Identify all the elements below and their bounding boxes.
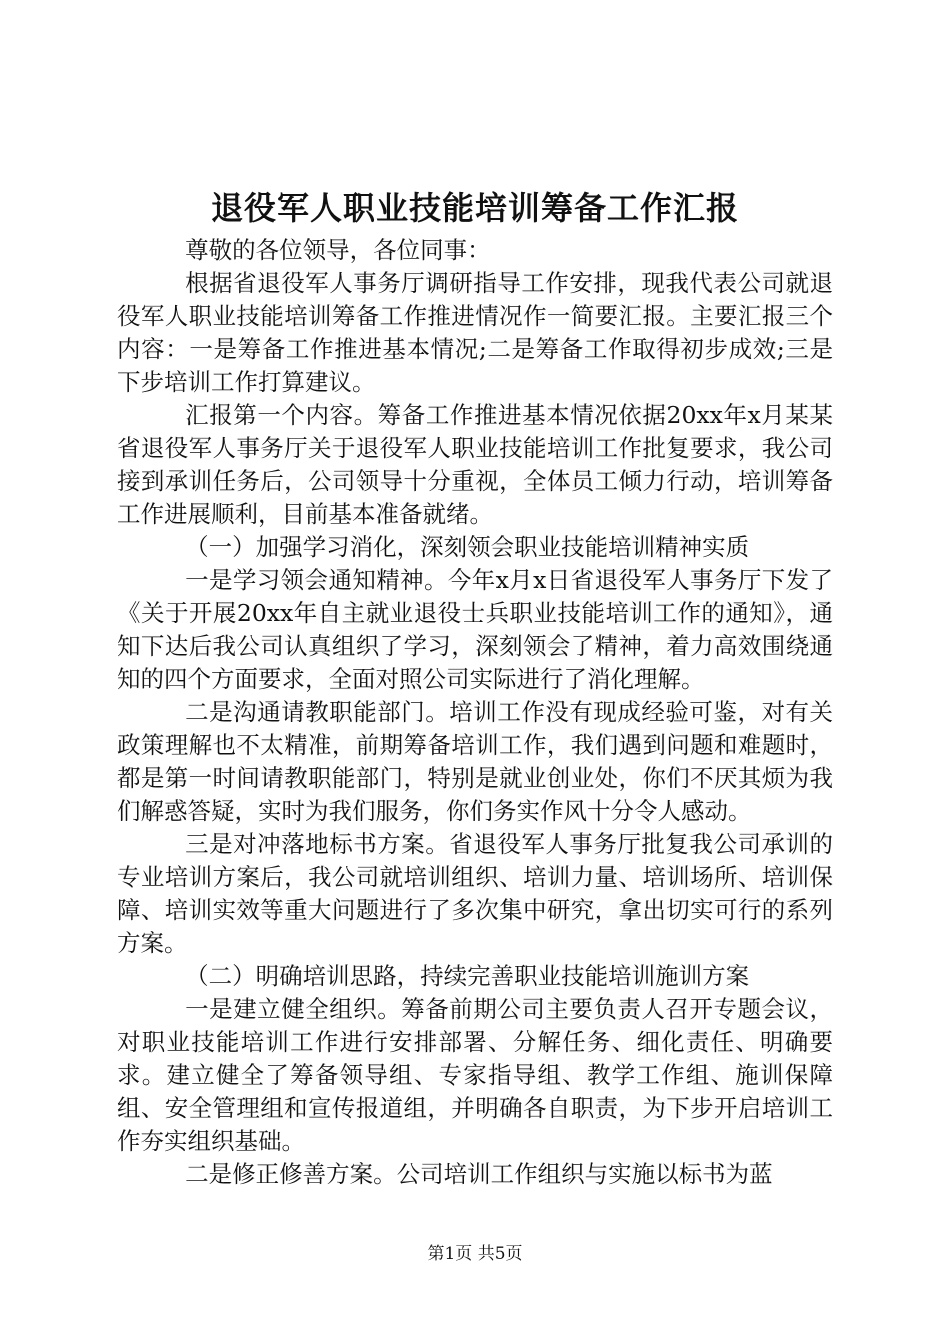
body-paragraph: 二是沟通请教职能部门。培训工作没有现成经验可鉴，对有关政策理解也不太精准，前期筹备培训工作，我们遇到问题和难题时，都是第一时间请教职能部门，特别是就业创业处，你们不厌其烦为我们解惑答疑，实时为我们服务，你们务实作风十分令人感动。: [117, 698, 833, 825]
section-heading-2: （二）明确培训思路，持续完善职业技能培训施训方案: [185, 962, 750, 990]
body-paragraph: 二是修正修善方案。公司培训工作组织与实施以标书为蓝: [185, 1160, 773, 1188]
intro-paragraph: 根据省退役军人事务厅调研指导工作安排，现我代表公司就退役军人职业技能培训筹备工作推进情况作一简要汇报。主要汇报三个内容：一是筹备工作推进基本情况;二是筹备工作取得初步成效;三是下步培训工作打算建议。: [117, 269, 833, 396]
document-body: [117, 234, 833, 1191]
body-paragraph: 一是建立健全组织。筹备前期公司主要负责人召开专题会议，对职业技能培训工作进行安排部署、分解任务、细化责任、明确要求。建立健全了筹备领导组、专家指导组、教学工作组、施训保障组、安全管理组和宣传报道组，并明确各自职责，为下步开启培训工作夯实组织基础。: [117, 995, 833, 1155]
body-paragraph: 一是学习领会通知精神。今年x月x日省退役军人事务厅下发了《关于开展20xx年自主就业退役士兵职业技能培训工作的通知》，通知下达后我公司认真组织了学习，深刻领会了精神，着力高效围绕通知的四个方面要求，全面对照公司实际进行了消化理解。: [117, 566, 833, 693]
page-number-footer: 第1页 共5页: [427, 1244, 523, 1264]
section-heading-1: （一）加强学习消化，深刻领会职业技能培训精神实质: [185, 533, 750, 561]
document-title: 退役军人职业技能培训筹备工作汇报: [210, 189, 739, 227]
first-content-paragraph: 汇报第一个内容。筹备工作推进基本情况依据20xx年x月某某省退役军人事务厅关于退役军人职业技能培训工作批复要求，我公司接到承训任务后，公司领导十分重视，全体员工倾力行动，培训筹备工作进展顺利，目前基本准备就绪。: [117, 401, 833, 528]
salutation-paragraph: 尊敬的各位领导，各位同事：: [185, 236, 491, 264]
body-paragraph: 三是对冲落地标书方案。省退役军人事务厅批复我公司承训的专业培训方案后，我公司就培训组织、培训力量、培训场所、培训保障、培训实效等重大问题进行了多次集中研究，拿出切实可行的系列方案。: [117, 830, 833, 957]
